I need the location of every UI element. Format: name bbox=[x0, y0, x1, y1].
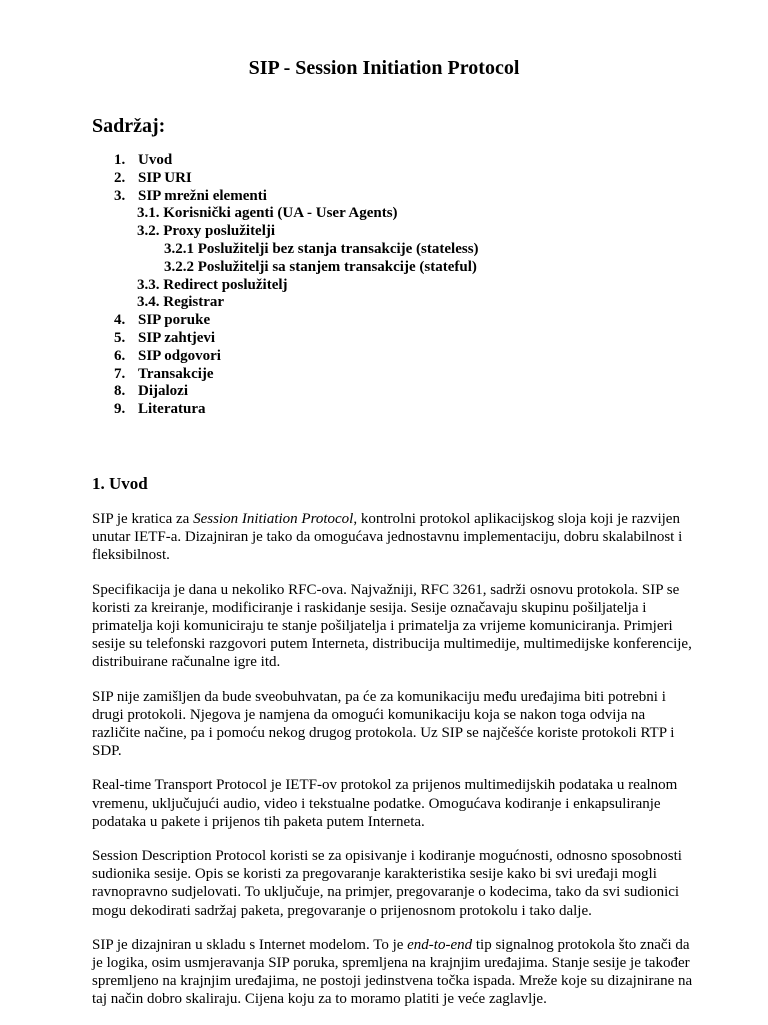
document-title: SIP - Session Initiation Protocol bbox=[248, 57, 520, 79]
text-line bbox=[92, 936, 732, 954]
toc-entry bbox=[0, 223, 768, 241]
toc-entry bbox=[0, 366, 768, 384]
toc-entry-number: 7. bbox=[114, 365, 126, 382]
text-line: različite načine, pa i pomoću nekog drugog protokola. Uz SIP se najčešće koriste protokoli RTP i bbox=[92, 725, 675, 742]
toc-entry-number: 1. bbox=[114, 152, 126, 168]
toc-entry-text: 3.2. Proxy poslužitelji bbox=[137, 223, 276, 240]
toc-entry-number: 5. bbox=[114, 329, 126, 346]
toc-entry bbox=[0, 259, 768, 277]
text-line: koristi za kreiranje, modificiranje i raskidanje sesija. Sesije označavaju skupinu pošiljatelja i bbox=[92, 599, 647, 616]
toc-entry-text: 3.3. Redirect poslužitelj bbox=[137, 276, 288, 293]
text-line: SDP. bbox=[92, 743, 122, 760]
toc-entry bbox=[0, 348, 768, 366]
text-line: Session Description Protocol koristi se za opisivanje i kodiranje mogućnosti, odnosno sposobnosti bbox=[92, 848, 682, 865]
text-line: sudionika sesije. Opis se koristi za pregovaranje karakteristika sesije kako bi svi uređaji mogli bbox=[92, 866, 657, 883]
paragraph bbox=[92, 688, 732, 761]
toc-entry-number: 8. bbox=[114, 383, 126, 400]
emphasized-text: Session Initiation Protocol bbox=[193, 511, 354, 527]
toc-entry bbox=[0, 205, 768, 223]
toc-entry-text: SIP mrežni elementi bbox=[138, 187, 267, 204]
paragraph bbox=[92, 776, 732, 831]
text-line: SIP nije zamišljen da bude sveobuhvatan, pa će za komunikaciju među uređajima biti potrebni i bbox=[92, 688, 666, 705]
toc-entry-text: 3.2.1 Poslužitelji bez stanja transakcije (stateless) bbox=[164, 240, 479, 257]
toc-entry-text: Uvod bbox=[138, 152, 173, 168]
toc-entry bbox=[0, 170, 768, 188]
section-heading: 1. Uvod bbox=[92, 474, 148, 493]
section-body bbox=[92, 510, 732, 1025]
text-line: spremljeno na krajnjim uređajima, ne postoji jedinstvena točka ispada. Mreže koje su dizajnirane na bbox=[92, 973, 693, 990]
toc-entry-number: 3. bbox=[114, 187, 126, 204]
toc-entry bbox=[0, 330, 768, 348]
text-run: SIP je dizajniran u skladu s Internet modelom. To je bbox=[92, 936, 408, 953]
toc-entry-text: Dijalozi bbox=[138, 383, 188, 400]
paragraph bbox=[92, 847, 732, 920]
toc-entry bbox=[0, 241, 768, 259]
toc-heading: Sadržaj: bbox=[92, 115, 166, 137]
toc-entry-text: Transakcije bbox=[138, 365, 214, 382]
toc-entry bbox=[0, 383, 768, 401]
text-line: Specifikacija je dana u nekoliko RFC-ova. Najvažniji, RFC 3261, sadrži osnovu protokola. SIP se bbox=[92, 581, 680, 598]
toc-entry-text: SIP URI bbox=[138, 169, 192, 186]
table-of-contents bbox=[0, 152, 768, 419]
text-line: mogu dekodirati sadržaj paketa, pregovaranje o prijenosnom protokolu i tako dalje. bbox=[92, 902, 592, 919]
text-line: je logika, osim usmjeravanja SIP poruka, spremljena na krajnjim uređajima. Stanje sesije je također bbox=[92, 955, 690, 972]
text-line: vremenu, uključujući audio, video i tekstualne podatke. Omogućava kodiranje i enkapsuliranje bbox=[92, 795, 661, 812]
toc-entry-text: 3.2.2 Poslužitelji sa stanjem transakcije (stateful) bbox=[164, 258, 477, 275]
text-run: tip signalnog protokola što znači da bbox=[472, 936, 690, 953]
toc-entry-text: SIP poruke bbox=[138, 312, 211, 329]
text-run: SIP je kratica za bbox=[92, 511, 194, 527]
text-line: Real-time Transport Protocol je IETF-ov protokol za prijenos multimedijskih podataka u realnom bbox=[92, 777, 678, 794]
toc-entry-text: SIP odgovori bbox=[138, 347, 221, 364]
paragraph bbox=[92, 510, 732, 565]
emphasized-text: end-to-end bbox=[407, 936, 473, 953]
paragraph bbox=[92, 936, 732, 1009]
toc-entry bbox=[0, 312, 768, 330]
toc-entry bbox=[0, 188, 768, 206]
toc-entry-text: Literatura bbox=[138, 401, 206, 418]
text-line: fleksibilnost. bbox=[92, 547, 170, 564]
text-line: primatelja koji komuniciraju te stanje pošiljatelja i primatelja za vrijeme komuniciranja. Primjeri bbox=[92, 618, 673, 635]
text-line: taj način dobro skaliraju. Cijena koju za to moramo platiti je veće zaglavlje. bbox=[92, 991, 547, 1008]
toc-entry-text: SIP zahtjevi bbox=[138, 329, 216, 346]
toc-entry-text: 3.1. Korisnički agenti (UA - User Agents) bbox=[137, 205, 398, 222]
text-line: podataka u pakete i prijenos tih paketa putem Interneta. bbox=[92, 813, 425, 830]
text-run: , kontrolni protokol aplikacijskog sloja koji je razvijen bbox=[353, 511, 680, 527]
toc-entry bbox=[0, 294, 768, 312]
toc-entry-number: 4. bbox=[114, 312, 126, 329]
paragraph bbox=[92, 581, 732, 672]
toc-entry-number: 9. bbox=[114, 401, 126, 418]
toc-entry-number: 6. bbox=[114, 347, 126, 364]
toc-entry bbox=[0, 401, 768, 419]
toc-entry-text: 3.4. Registrar bbox=[137, 294, 225, 311]
text-line: sesije su telefonski razgovori putem Interneta, distribucija multimedije, multimedijske konferencije, bbox=[92, 636, 692, 653]
toc-entry bbox=[0, 152, 768, 170]
text-line: ravnopravno sudjelovati. To uključuje, na primjer, pregovaranje o kodecima, tako da svi sudionici bbox=[92, 884, 680, 901]
toc-entry bbox=[0, 277, 768, 295]
toc-entry-number: 2. bbox=[114, 169, 126, 186]
text-line bbox=[92, 510, 732, 528]
text-line: unutar IETF-a. Dizajniran je tako da omogućava jednostavnu implementaciju, dobru skalabilnost i bbox=[92, 529, 683, 546]
text-line: drugi protokoli. Njegova je namjena da omogući komunikaciju koja se nakon toga odvija na bbox=[92, 706, 646, 723]
text-line: distribuirane računalne igre itd. bbox=[92, 654, 281, 671]
